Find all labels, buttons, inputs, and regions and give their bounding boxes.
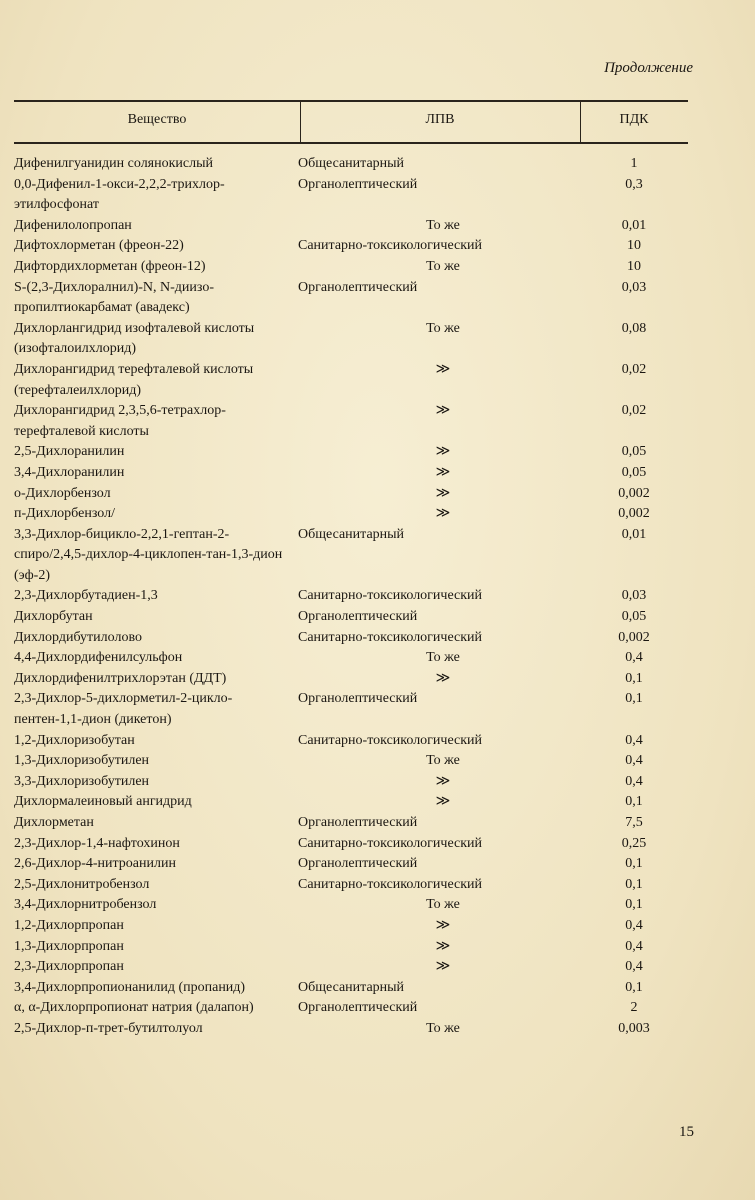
lpv-value: ≫ <box>435 917 451 933</box>
pdk-value: 0,02 <box>621 403 647 419</box>
substance-name: Дихлорангидрид терефталевой кислоты (терефталеилхлорид) <box>14 361 254 398</box>
table-row <box>14 648 688 669</box>
substance-name: 0,0-Дифенил-1-окси-2,2,2-трихлор-этилфосфонат <box>14 176 225 213</box>
table-row <box>14 586 688 607</box>
substance-name: 2,3-Дихлорпропан <box>14 959 124 975</box>
lpv-value: ≫ <box>435 773 451 789</box>
substance-name: Дифтохлорметан (фреон-22) <box>14 238 184 254</box>
header-lpv: ЛПВ <box>425 112 455 127</box>
pdk-value: 0,4 <box>625 732 643 748</box>
substance-name: 2,5-Дихлонитробензол <box>14 876 150 892</box>
lpv-value: Общесанитарный <box>298 979 405 995</box>
substance-name: 2,3-Дихлор-1,4-нафтохинон <box>14 835 180 851</box>
pdk-value: 0,1 <box>625 876 643 892</box>
substance-name: 3,3-Дихлоризобутилен <box>14 773 150 789</box>
table-row <box>14 257 688 278</box>
lpv-value: То же <box>426 897 460 913</box>
lpv-value: ≫ <box>435 403 451 419</box>
pdk-value: 10 <box>627 238 641 254</box>
header-pdk: ПДК <box>619 112 649 127</box>
table-row <box>14 484 688 505</box>
pdk-value: 0,05 <box>621 464 647 480</box>
table-row <box>14 154 688 175</box>
lpv-value: Органолептический <box>298 691 418 707</box>
table-row <box>14 854 688 875</box>
pdk-value: 0,1 <box>625 794 643 810</box>
pdk-value: 0,1 <box>625 691 643 707</box>
lpv-value: ≫ <box>435 361 451 377</box>
substance-name: 1,2-Дихлорпропан <box>14 917 124 933</box>
substance-name: о-Дихлорбензол <box>14 485 111 501</box>
lpv-value: То же <box>426 258 460 274</box>
table-row <box>14 916 688 937</box>
pdk-value: 0,03 <box>621 279 647 295</box>
substance-name: Дихлорангидрид 2,3,5,6-тетрахлор-терефталевой кислоты <box>14 403 226 439</box>
substance-name: Дифенилгуанидин солянокислый <box>14 156 214 171</box>
lpv-value: ≫ <box>435 670 451 686</box>
lpv-value: Санитарно-токсикологический <box>298 588 483 604</box>
table-row <box>14 834 688 855</box>
pdk-value: 0,4 <box>625 650 643 666</box>
table-row <box>14 669 688 690</box>
table-row <box>14 792 688 813</box>
substance-name: 3,4-Дихлорнитробензол <box>14 897 157 913</box>
table-row <box>14 813 688 834</box>
substance-name: п-Дихлорбензол/ <box>14 506 115 522</box>
lpv-value: Общесанитарный <box>298 156 405 171</box>
table-row <box>14 731 688 752</box>
table-row <box>14 442 688 463</box>
pdk-value: 0,1 <box>625 670 643 686</box>
table-row <box>14 628 688 649</box>
table-row <box>14 525 688 587</box>
page-number: 15 <box>679 1124 694 1140</box>
pdk-value: 0,4 <box>625 938 643 954</box>
substance-name: 3,3-Дихлор-бицикло-2,2,1-гептан-2-спиро/2,4,5-дихлор-4-циклопен-тан-1,3-дион (эф-2) <box>14 526 283 583</box>
pdk-value: 0,4 <box>625 959 643 975</box>
table-row <box>14 937 688 958</box>
pdk-value: 0,3 <box>625 176 643 192</box>
pdk-value: 0,4 <box>625 917 643 933</box>
lpv-value: ≫ <box>435 938 451 954</box>
lpv-value: Органолептический <box>298 815 418 830</box>
table-row <box>14 463 688 484</box>
substance-name: Дихлордибутилолово <box>14 629 142 645</box>
pdk-value: 2 <box>630 1000 638 1016</box>
pdk-value: 0,05 <box>621 444 647 460</box>
header-substance: Вещество <box>127 112 187 127</box>
continuation-label: Продолжение <box>604 60 693 76</box>
lpv-value: Санитарно-токсикологический <box>298 835 483 851</box>
table-row <box>14 175 688 216</box>
substances-table <box>14 100 688 1040</box>
lpv-value: Органолептический <box>298 856 418 872</box>
pdk-value: 0,01 <box>621 526 647 542</box>
pdk-value: 0,05 <box>621 609 647 625</box>
substance-name: 1,3-Дихлорпропан <box>14 938 124 954</box>
pdk-value: 0,1 <box>625 856 643 872</box>
table-row <box>14 401 688 442</box>
table-row <box>14 216 688 237</box>
substance-name: Дихлормалеиновый ангидрид <box>14 794 192 810</box>
pdk-value: 0,002 <box>618 485 650 501</box>
substance-name: Дифтордихлорметан (фреон-12) <box>14 258 206 274</box>
pdk-value: 0,002 <box>618 629 650 645</box>
table-row <box>14 278 688 319</box>
substance-name: Дифенилолопропан <box>14 217 132 233</box>
table-row <box>14 978 688 999</box>
lpv-value: ≫ <box>435 506 451 522</box>
lpv-value: Органолептический <box>298 176 418 192</box>
substance-name: 2,3-Дихлорбутадиен-1,3 <box>14 588 158 604</box>
substance-name: 2,5-Дихлор-п-трет-бутилтолуол <box>14 1020 203 1036</box>
pdk-value: 0,01 <box>621 217 647 233</box>
pdk-value: 0,03 <box>621 588 647 604</box>
pdk-value: 0,1 <box>625 979 643 995</box>
substance-name: 3,4-Дихлоранилин <box>14 464 125 480</box>
substance-name: 2,3-Дихлор-5-дихлорметил-2-цикло-пентен-1,1-дион (дикетон) <box>14 691 233 728</box>
lpv-value: То же <box>426 1020 460 1036</box>
pdk-value: 0,4 <box>625 773 643 789</box>
pdk-value: 0,25 <box>621 835 647 851</box>
substance-name: Дихлорбутан <box>14 609 93 625</box>
table-row <box>14 504 688 525</box>
lpv-value: То же <box>426 650 460 666</box>
substance-name: 1,3-Дихлоризобутилен <box>14 753 150 769</box>
lpv-value: Санитарно-токсикологический <box>298 876 483 892</box>
lpv-value: Общесанитарный <box>298 526 405 542</box>
substance-name: α, α-Дихлорпропионат натрия (далапон) <box>14 1000 254 1016</box>
table-row <box>14 319 688 360</box>
table-row <box>14 607 688 628</box>
substance-name: Дихлордифенилтрихлорэтан (ДДТ) <box>14 670 227 686</box>
lpv-value: ≫ <box>435 794 451 810</box>
pdk-value: 0,08 <box>621 320 647 336</box>
lpv-value: Санитарно-токсикологический <box>298 238 483 254</box>
substance-name: 4,4-Дихлордифенилсульфон <box>14 650 183 666</box>
substance-name: Дихлорлангидрид изофталевой кислоты (изофталоилхлорид) <box>14 320 255 357</box>
table-row <box>14 1019 688 1040</box>
pdk-value: 0,003 <box>618 1020 650 1036</box>
table-row <box>14 895 688 916</box>
lpv-value: ≫ <box>435 959 451 975</box>
table-row <box>14 689 688 730</box>
lpv-value: ≫ <box>435 444 451 460</box>
table-header <box>14 100 688 144</box>
lpv-value: То же <box>426 217 460 233</box>
lpv-value: ≫ <box>435 464 451 480</box>
lpv-value: ≫ <box>435 485 451 501</box>
pdk-value: 1 <box>630 156 638 171</box>
substance-name: Дихлорметан <box>14 815 94 830</box>
table-row <box>14 998 688 1019</box>
lpv-value: То же <box>426 320 460 336</box>
pdk-value: 7,5 <box>625 815 643 830</box>
substance-name: S-(2,3-Дихлоралнил)-N, N-диизо-пропилтиокарбамат (авадекс) <box>14 279 215 316</box>
table-body <box>14 154 688 1040</box>
lpv-value: Органолептический <box>298 279 418 295</box>
table-row <box>14 360 688 401</box>
lpv-value: Санитарно-токсикологический <box>298 629 483 645</box>
table-row <box>14 957 688 978</box>
table-row <box>14 875 688 896</box>
pdk-value: 10 <box>627 258 641 274</box>
substance-name: 3,4-Дихлорпропионанилид (пропанид) <box>14 979 246 995</box>
lpv-value: Органолептический <box>298 1000 418 1016</box>
table-row <box>14 772 688 793</box>
pdk-value: 0,02 <box>621 361 647 377</box>
lpv-value: Санитарно-токсикологический <box>298 732 483 748</box>
substance-name: 2,6-Дихлор-4-нитроанилин <box>14 856 176 872</box>
lpv-value: Органолептический <box>298 609 418 625</box>
table-row <box>14 751 688 772</box>
pdk-value: 0,002 <box>618 506 650 522</box>
pdk-value: 0,4 <box>625 753 643 769</box>
pdk-value: 0,1 <box>625 897 643 913</box>
lpv-value: То же <box>426 753 460 769</box>
substance-name: 1,2-Дихлоризобутан <box>14 732 135 748</box>
table-row <box>14 236 688 257</box>
substance-name: 2,5-Дихлоранилин <box>14 444 125 460</box>
